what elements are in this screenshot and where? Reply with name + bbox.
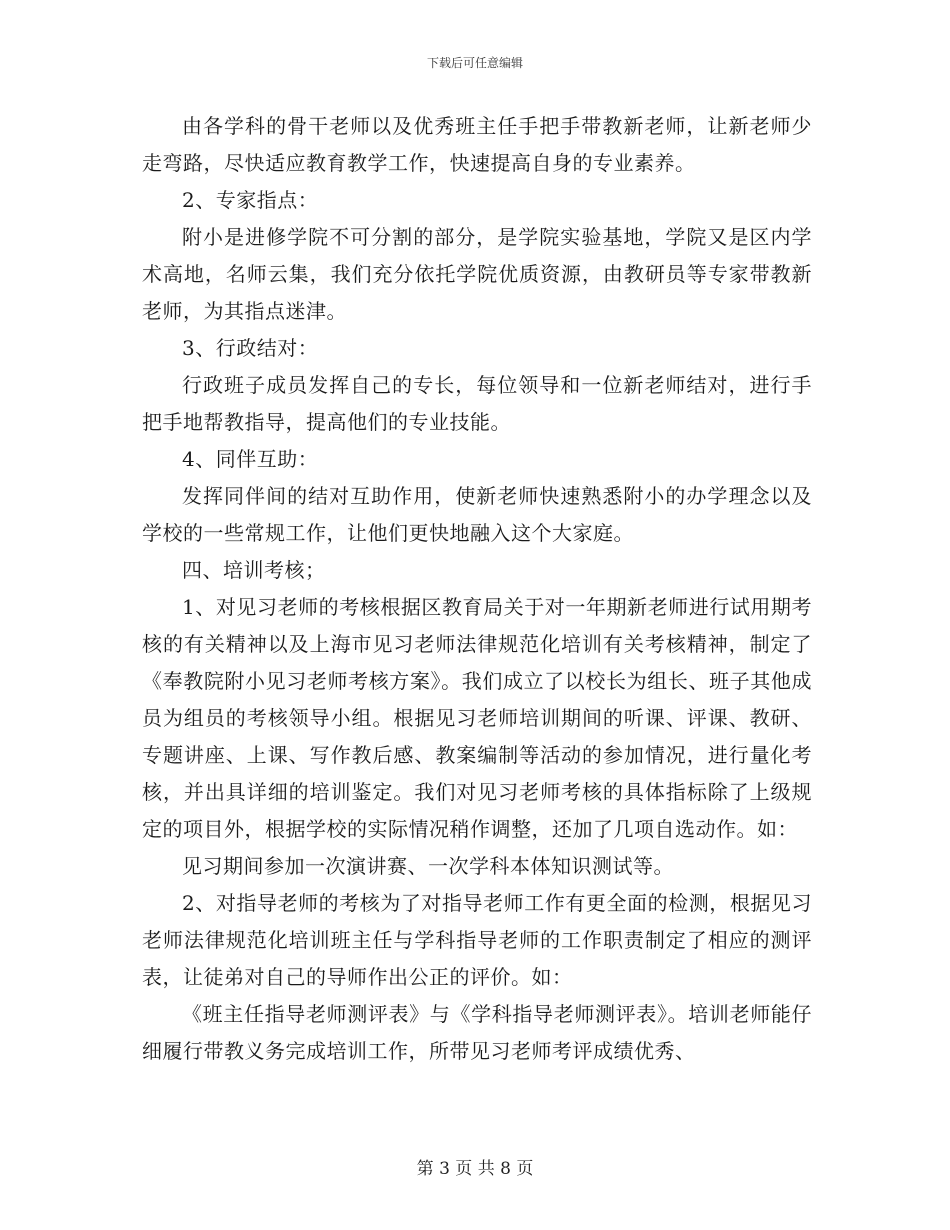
paragraph: 行政班子成员发挥自己的专长，每位领导和一位新老师结对，进行手把手地帮教指导，提高他们的专业技能。 <box>142 373 812 434</box>
section-heading: 4、同伴互助： <box>182 447 319 471</box>
section-heading: 3、行政结对： <box>182 336 319 360</box>
section-heading: 2、专家指点： <box>182 188 319 212</box>
paragraph: 附小是进修学院不可分割的部分，是学院实验基地，学院又是区内学术高地，名师云集，我们充分依托学院优质资源，由教研员等专家带教新老师，为其指点迷津。 <box>142 225 812 323</box>
page-header: 下载后可任意编辑 <box>426 56 523 70</box>
page-number: 第 3 页 共 8 页 <box>416 1159 534 1179</box>
paragraph: 2、对指导老师的考核为了对指导老师工作有更全面的检测，根据见习老师法律规范化培训班主任与学科指导老师的工作职责制定了相应的测评表，让徒弟对自己的导师作出公正的评价。如： <box>142 891 812 989</box>
paragraph: 见习期间参加一次演讲赛、一次学科本体知识测试等。 <box>182 854 674 878</box>
paragraph: 发挥同伴间的结对互助作用，使新老师快速熟悉附小的办学理念以及学校的一些常规工作，让他们更快地融入这个大家庭。 <box>142 484 812 545</box>
section-heading: 四、培训考核； <box>182 558 326 582</box>
paragraph: 由各学科的骨干老师以及优秀班主任手把手带教新老师，让新老师少走弯路，尽快适应教育教学工作，快速提高自身的专业素养。 <box>142 114 812 175</box>
document-body <box>142 108 812 1070</box>
paragraph: 1、对见习老师的考核根据区教育局关于对一年期新老师进行试用期考核的有关精神以及上海市见习老师法律规范化培训有关考核精神，制定了《奉教院附小见习老师考核方案》。我们成立了以校长为组长、班子其他成员为组员的考核领导小组。根据见习老师培训期间的听课、评课、教研、专题讲座、上课、写作教后感、教案编制等活动的参加情况，进行量化考核，并出具详细的培训鉴定。我们对见习老师考核的具体指标除了上级规定的项目外，根据学校的实际情况稍作调整，还加了几项自选动作。如： <box>142 595 812 841</box>
paragraph: 《班主任指导老师测评表》与《学科指导老师测评表》。培训老师能仔细履行带教义务完成培训工作，所带见习老师考评成绩优秀、 <box>142 1002 812 1063</box>
